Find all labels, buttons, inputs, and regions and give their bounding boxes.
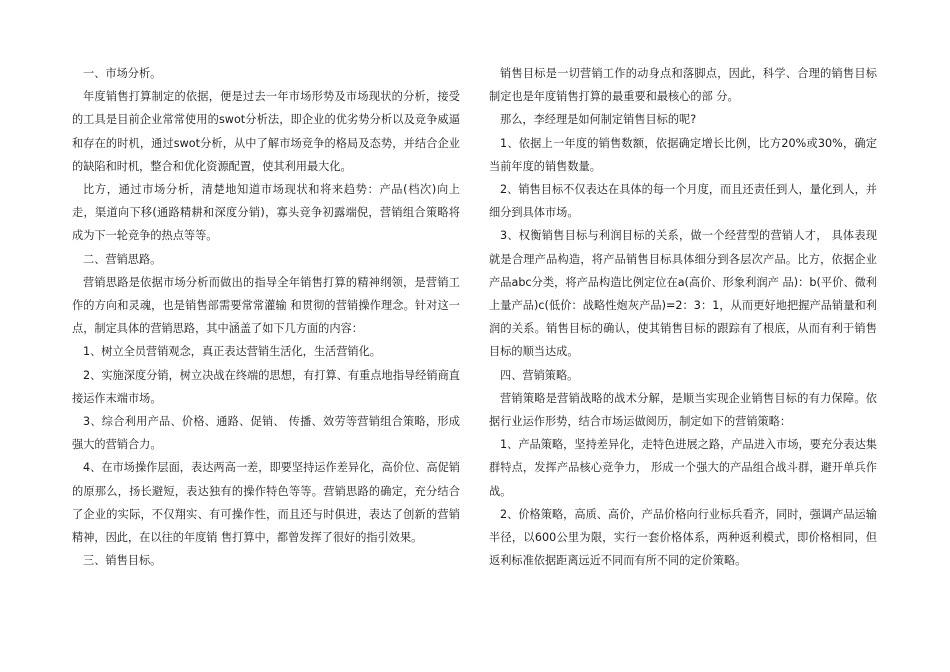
list-item: 4、在市场操作层面，表达两高一差，即要坚持运作差异化，高价位、高促销的原那么，扬长避短，表达独有的操作特色等等。营销思路的确定，充分结合了企业的实际，不仅翔实、有可操作性，而且还与时俱进，表达了创新的营销精神，因此，在以往的年度销 售打算中，都曾发挥了很好的指引效果。 bbox=[72, 461, 460, 545]
paragraph: 那么，李经理是如何制定销售目标的呢? bbox=[500, 113, 697, 127]
left-column bbox=[72, 62, 460, 572]
right-column bbox=[489, 62, 877, 572]
paragraph: 销售目标是一切营销工作的动身点和落脚点，因此，科学、合理的销售目标制定也是年度销售打算的最重要和最核心的部 分。 bbox=[489, 67, 877, 104]
list-item: 1、依据上一年度的销售数额，依据确定增长比例，比方20%或30%，确定当前年度的销售数量。 bbox=[489, 136, 877, 173]
list-item: 2、价格策略，高质、高价，产品价格向行业标兵看齐，同时，强调产品运输半径，以600公里为限，实行一套价格体系，两种返利模式，即价格相同，但返利标准依据距离远近不同而有所不同的定价策略。 bbox=[489, 507, 877, 568]
list-item: 3、综合利用产品、价格、通路、促销、 传播、效劳等营销组合策略，形成强大的营销合力。 bbox=[72, 415, 460, 452]
list-item: 3、权衡销售目标与利润目标的关系，做一个经营型的营销人才， 具体表现就是合理产品构造，将产品销售目标具体细分到各层次产品。比方，依据企业产品abc分类，将产品构造比例定位在a(高价、形象利润产 品)：b(平价、微利上量产品)c(低价：战略性炮灰产品)=2：3：1，从而更好地把握产品销量和利润的关系。销售目标的确认，使其销售目标的跟踪有了根底，从而有利于销售目标的顺当达成。 bbox=[489, 229, 877, 359]
paragraph: 营销思路是依据市场分析而做出的指导全年销售打算的精神纲领，是营销工作的方向和灵魂，也是销售部需要常常灌输 和贯彻的营销操作理念。针对这一点，制定具体的营销思路，其中涵盖了如下几方面的内容： bbox=[72, 275, 460, 336]
paragraph: 营销策略是营销战略的战术分解，是顺当实现企业销售目标的有力保障。依据行业运作形势，结合市场运做阅历，制定如下的营销策略： bbox=[489, 391, 877, 429]
heading-sales-target: 三、销售目标。 bbox=[83, 554, 162, 568]
list-item: 1、产品策略，坚持差异化，走特色进展之路，产品进入市场，要充分表达集群特点，发挥产品核心竞争力， 形成一个强大的产品组合战斗群，避开单兵作战。 bbox=[489, 438, 877, 498]
list-item: 1、树立全员营销观念，真正表达营销生活化，生活营销化。 bbox=[83, 345, 381, 359]
heading-market-analysis: 一、市场分析。 bbox=[83, 67, 162, 80]
list-item: 2、实施深度分销，树立决战在终端的思想，有打算、有重点地指导经销商直接运作末端市场。 bbox=[72, 368, 460, 405]
heading-marketing-approach: 二、营销思路。 bbox=[83, 252, 162, 266]
paragraph: 年度销售打算制定的依据，便是过去一年市场形势及市场现状的分析，接受的工具是目前企业常常使用的swot分析法，即企业的优劣势分析以及竞争威逼和存在的时机，通过swot分析，从中了解市场竞争的格局及态势，并结合企业的缺陷和时机，整合和优化资源配置，使其利用最大化。 bbox=[72, 90, 460, 173]
list-item: 2、销售目标不仅表达在具体的每一个月度，而且还责任到人，量化到人，并细分到具体市场。 bbox=[489, 183, 877, 220]
heading-marketing-strategy: 四、营销策略。 bbox=[500, 368, 579, 382]
paragraph: 比方，通过市场分析，清楚地知道市场现状和将来趋势：产品(档次)向上走，渠道向下移(通路精耕和深度分销)，寡头竞争初露端倪，营销组合策略将成为下一轮竞争的热点等等。 bbox=[72, 183, 460, 243]
